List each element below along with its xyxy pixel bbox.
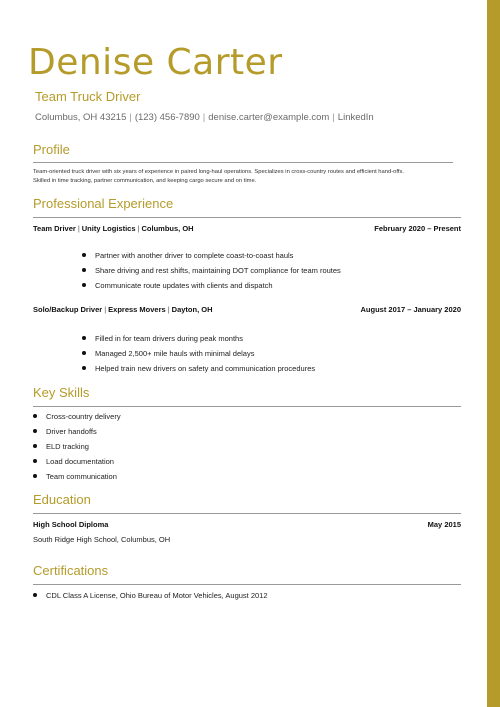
bullet-dot — [82, 366, 86, 370]
job-location: Dayton, OH — [171, 305, 213, 314]
experience-heading: Professional Experience — [33, 196, 174, 211]
bullet-dot — [33, 459, 37, 463]
list-item: Partner with another driver to complete coast-to-coast hauls — [95, 251, 341, 266]
list-item: Communicate route updates with clients and dispatch — [95, 281, 341, 296]
job-company: Express Movers — [108, 305, 166, 314]
profile-heading: Profile — [33, 142, 70, 157]
skills-heading: Key Skills — [33, 385, 90, 400]
job-bullets — [95, 334, 315, 379]
skills-list — [46, 412, 121, 487]
list-item: Driver handoffs — [46, 427, 121, 442]
certifications-divider — [33, 584, 461, 585]
bullet-dot — [82, 336, 86, 340]
list-item: Helped train new drivers on safety and communication procedures — [95, 364, 315, 379]
candidate-name: Denise Carter — [28, 42, 283, 83]
contact-separator: | — [332, 112, 335, 123]
contact-location: Columbus, OH 43215 — [35, 112, 127, 123]
bullet-dot — [82, 351, 86, 355]
job-bullets — [95, 251, 341, 296]
list-item: Filled in for team drivers during peak months — [95, 334, 315, 349]
bullet-dot — [33, 474, 37, 478]
skills-divider — [33, 406, 461, 407]
education-divider — [33, 513, 461, 514]
bullet-dot — [33, 429, 37, 433]
list-item: Team communication — [46, 472, 121, 487]
contact-linkedin[interactable]: LinkedIn — [337, 112, 374, 123]
bullet-dot — [82, 268, 86, 272]
job-title-line: Solo/Backup Driver | Express Movers | Dayton, OH — [33, 305, 213, 314]
contact-phone: (123) 456-7890 — [134, 112, 200, 123]
certifications-list — [46, 591, 268, 606]
job-dates: August 2017 – January 2020 — [360, 305, 461, 314]
job-dates: February 2020 – Present — [374, 224, 461, 233]
certifications-heading: Certifications — [33, 563, 109, 578]
job-title: Solo/Backup Driver — [33, 305, 103, 314]
list-item: Managed 2,500+ mile hauls with minimal delays — [95, 349, 315, 364]
contact-separator: | — [129, 112, 132, 123]
education-school: South Ridge High School, Columbus, OH — [33, 535, 171, 544]
bullet-dot — [82, 283, 86, 287]
list-item: Load documentation — [46, 457, 121, 472]
list-item: CDL Class A License, Ohio Bureau of Motor Vehicles, August 2012 — [46, 591, 268, 606]
profile-divider — [33, 162, 453, 163]
list-item: ELD tracking — [46, 442, 121, 457]
bullet-dot — [33, 593, 37, 597]
job-location: Columbus, OH — [141, 224, 194, 233]
list-item: Cross-country delivery — [46, 412, 121, 427]
job-title: Team Driver — [33, 224, 76, 233]
candidate-role: Team Truck Driver — [35, 89, 141, 104]
contact-separator: | — [202, 112, 206, 123]
profile-summary-line: Skilled in time tracking, partner communication, and keeping cargo secure and on time. — [33, 178, 257, 184]
job-company: Unity Logistics — [81, 224, 136, 233]
list-item: Share driving and rest shifts, maintaining DOT compliance for team routes — [95, 266, 341, 281]
experience-divider — [33, 217, 461, 218]
job-title-line: Team Driver | Unity Logistics | Columbus, OH — [33, 224, 194, 233]
bullet-dot — [82, 253, 86, 257]
bullet-dot — [33, 414, 37, 418]
contact-email[interactable]: denise.carter@example.com — [208, 112, 330, 123]
contact-line — [35, 112, 374, 123]
accent-sidebar-bar — [487, 0, 500, 707]
profile-summary — [33, 168, 461, 186]
education-degree: High School Diploma — [33, 520, 109, 529]
education-date: May 2015 — [427, 520, 461, 529]
bullet-dot — [33, 444, 37, 448]
profile-summary-line: Team-oriented truck driver with six years of experience in paired long-haul operations. Specializes in cross-country routes and efficient hand-offs. — [33, 169, 404, 175]
education-heading: Education — [33, 492, 91, 507]
